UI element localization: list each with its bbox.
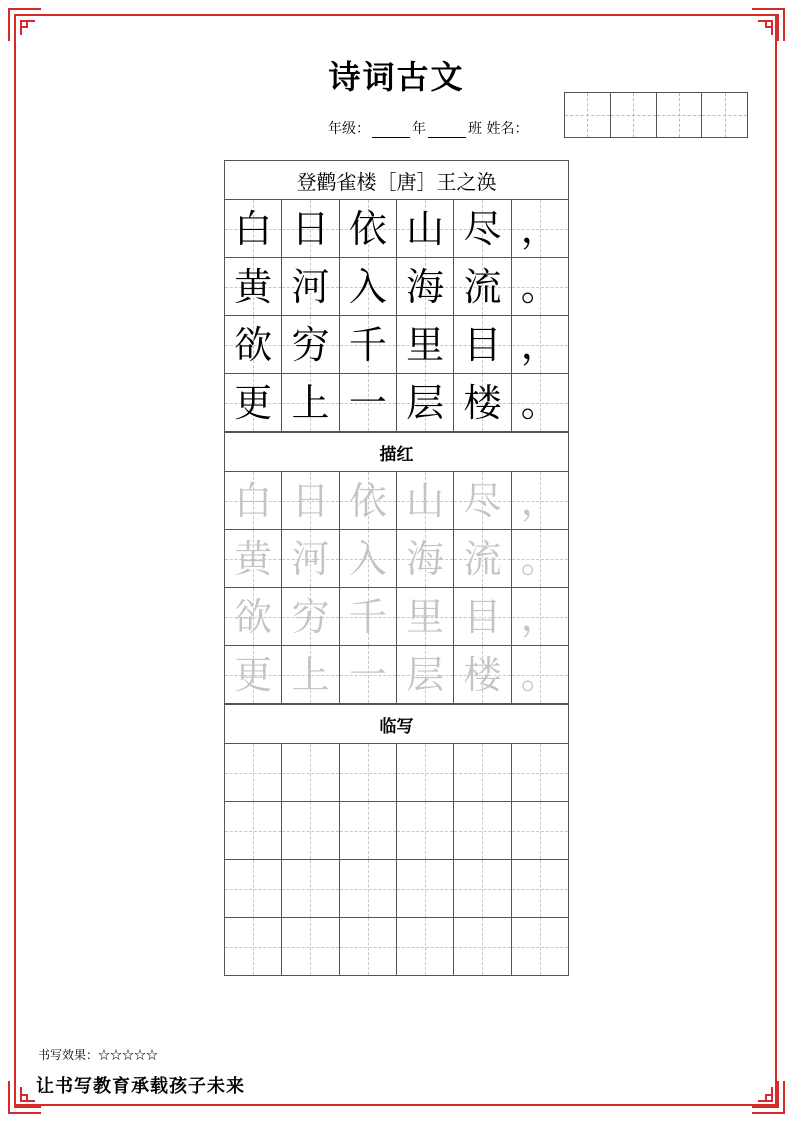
blank-writing-cell[interactable] [225,744,282,801]
character-cell[interactable] [397,530,454,587]
corner-ornament-top-right [751,8,785,42]
trace-character: 尽 [463,478,502,523]
blank-writing-cell[interactable] [454,860,511,917]
character-cell [225,316,282,373]
trace-character: 目 [463,594,502,639]
character-cell [340,200,397,257]
model-row [225,258,568,316]
name-writing-box[interactable] [564,92,748,138]
name-cell[interactable] [565,93,611,137]
practice-sheet [224,160,569,976]
character-cell[interactable] [282,588,339,645]
blank-writing-cell[interactable] [340,744,397,801]
character-cell[interactable] [454,472,511,529]
model-character: 千 [348,322,387,367]
model-row [225,200,568,258]
blank-writing-cell[interactable] [282,918,339,975]
name-label: 姓名： [486,121,529,137]
character-cell [397,258,454,315]
blank-writing-cell[interactable] [340,860,397,917]
model-row [225,316,568,374]
model-character: 。 [520,380,559,425]
character-cell[interactable] [225,472,282,529]
copy-row [225,860,568,918]
character-cell [397,200,454,257]
trace-character: ， [520,594,559,639]
blank-writing-cell[interactable] [512,860,568,917]
character-cell [512,374,568,431]
model-character: 日 [291,206,330,251]
character-cell [512,316,568,373]
character-cell[interactable] [282,472,339,529]
grade-blank[interactable] [372,123,410,138]
character-cell [225,374,282,431]
copy-row [225,802,568,860]
character-cell[interactable] [340,530,397,587]
model-character: 山 [406,206,445,251]
character-cell [454,258,511,315]
trace-character: 穷 [291,594,330,639]
trace-character: 上 [291,652,330,697]
model-character: 入 [348,264,387,309]
year-label: 年 [412,121,426,137]
trace-character: 日 [291,478,330,523]
trace-character: 一 [348,652,387,697]
character-cell[interactable] [397,472,454,529]
model-character: 黄 [234,264,273,309]
trace-row [225,530,568,588]
copy-block [225,744,568,975]
character-cell[interactable] [340,588,397,645]
blank-writing-cell[interactable] [512,744,568,801]
character-cell[interactable] [225,588,282,645]
blank-writing-cell[interactable] [454,802,511,859]
model-character: 河 [291,264,330,309]
character-cell[interactable] [282,646,339,703]
character-cell [282,374,339,431]
blank-writing-cell[interactable] [340,918,397,975]
trace-character: 白 [234,478,273,523]
character-cell[interactable] [512,646,568,703]
copy-row [225,918,568,975]
model-character: 。 [520,264,559,309]
corner-ornament-bottom-right [751,1080,785,1114]
character-cell [397,374,454,431]
trace-character: 海 [406,536,445,581]
character-cell [454,316,511,373]
model-text-block [225,200,568,432]
blank-writing-cell[interactable] [454,918,511,975]
trace-character: 楼 [463,652,502,697]
blank-writing-cell[interactable] [397,918,454,975]
character-cell[interactable] [397,646,454,703]
model-character: 尽 [463,206,502,251]
character-cell [340,258,397,315]
character-cell [512,258,568,315]
trace-character: ， [520,478,559,523]
class-label: 班 [468,121,482,137]
trace-section-title: 描红 [225,432,568,472]
character-cell[interactable] [512,588,568,645]
trace-row [225,588,568,646]
character-cell[interactable] [340,472,397,529]
model-row [225,374,568,432]
model-character: 楼 [463,380,502,425]
blank-writing-cell[interactable] [512,918,568,975]
character-cell [340,374,397,431]
character-cell[interactable] [454,646,511,703]
model-character: ， [520,322,559,367]
model-character: 白 [234,206,273,251]
model-character: 穷 [291,322,330,367]
character-cell [397,316,454,373]
trace-character: 依 [348,478,387,523]
trace-character: 入 [348,536,387,581]
trace-character: 河 [291,536,330,581]
character-cell [454,374,511,431]
page-title: 诗词古文 [328,58,465,96]
character-cell[interactable] [454,530,511,587]
character-cell [512,200,568,257]
character-cell [340,316,397,373]
blank-writing-cell[interactable] [397,860,454,917]
model-character: 海 [406,264,445,309]
blank-writing-cell[interactable] [282,802,339,859]
character-cell [282,200,339,257]
character-cell[interactable] [340,646,397,703]
model-character: 欲 [234,322,273,367]
model-character: 一 [348,380,387,425]
trace-character: 更 [234,652,273,697]
footer-motto: 让书写教育承载孩子未来 [36,1076,245,1097]
copy-section-title: 临写 [225,704,568,744]
character-cell[interactable] [225,530,282,587]
writing-rating: 书写效果：☆☆☆☆☆ [38,1048,159,1062]
model-character: 依 [348,206,387,251]
trace-character: 。 [520,652,559,697]
blank-writing-cell[interactable] [454,744,511,801]
name-cell[interactable] [702,93,747,137]
character-cell [225,258,282,315]
character-cell[interactable] [512,530,568,587]
trace-block [225,472,568,704]
character-cell[interactable] [512,472,568,529]
character-cell [454,200,511,257]
character-cell[interactable] [454,588,511,645]
blank-writing-cell[interactable] [282,744,339,801]
model-character: 上 [291,380,330,425]
grade-label: 年级： [328,121,370,137]
trace-character: 流 [463,536,502,581]
name-cell[interactable] [611,93,657,137]
model-character: 流 [463,264,502,309]
blank-writing-cell[interactable] [340,802,397,859]
character-cell [282,258,339,315]
trace-character: 。 [520,536,559,581]
trace-character: 欲 [234,594,273,639]
character-cell [282,316,339,373]
blank-writing-cell[interactable] [397,802,454,859]
name-cell[interactable] [657,93,703,137]
trace-character: 里 [406,594,445,639]
model-character: ， [520,206,559,251]
trace-row [225,472,568,530]
poem-header: 登鹳雀楼［唐］王之涣 [225,161,568,200]
model-character: 更 [234,380,273,425]
trace-character: 层 [406,652,445,697]
blank-writing-cell[interactable] [225,860,282,917]
copy-row [225,744,568,802]
character-cell[interactable] [225,646,282,703]
class-blank[interactable] [428,123,466,138]
model-character: 层 [406,380,445,425]
blank-writing-cell[interactable] [225,918,282,975]
corner-ornament-top-left [8,8,42,42]
character-cell [225,200,282,257]
trace-character: 黄 [234,536,273,581]
character-cell[interactable] [397,588,454,645]
trace-character: 千 [348,594,387,639]
trace-character: 山 [406,478,445,523]
trace-row [225,646,568,704]
blank-writing-cell[interactable] [512,802,568,859]
blank-writing-cell[interactable] [397,744,454,801]
blank-writing-cell[interactable] [225,802,282,859]
character-cell[interactable] [282,530,339,587]
model-character: 里 [406,322,445,367]
blank-writing-cell[interactable] [282,860,339,917]
model-character: 目 [463,322,502,367]
student-info-line [328,118,528,138]
